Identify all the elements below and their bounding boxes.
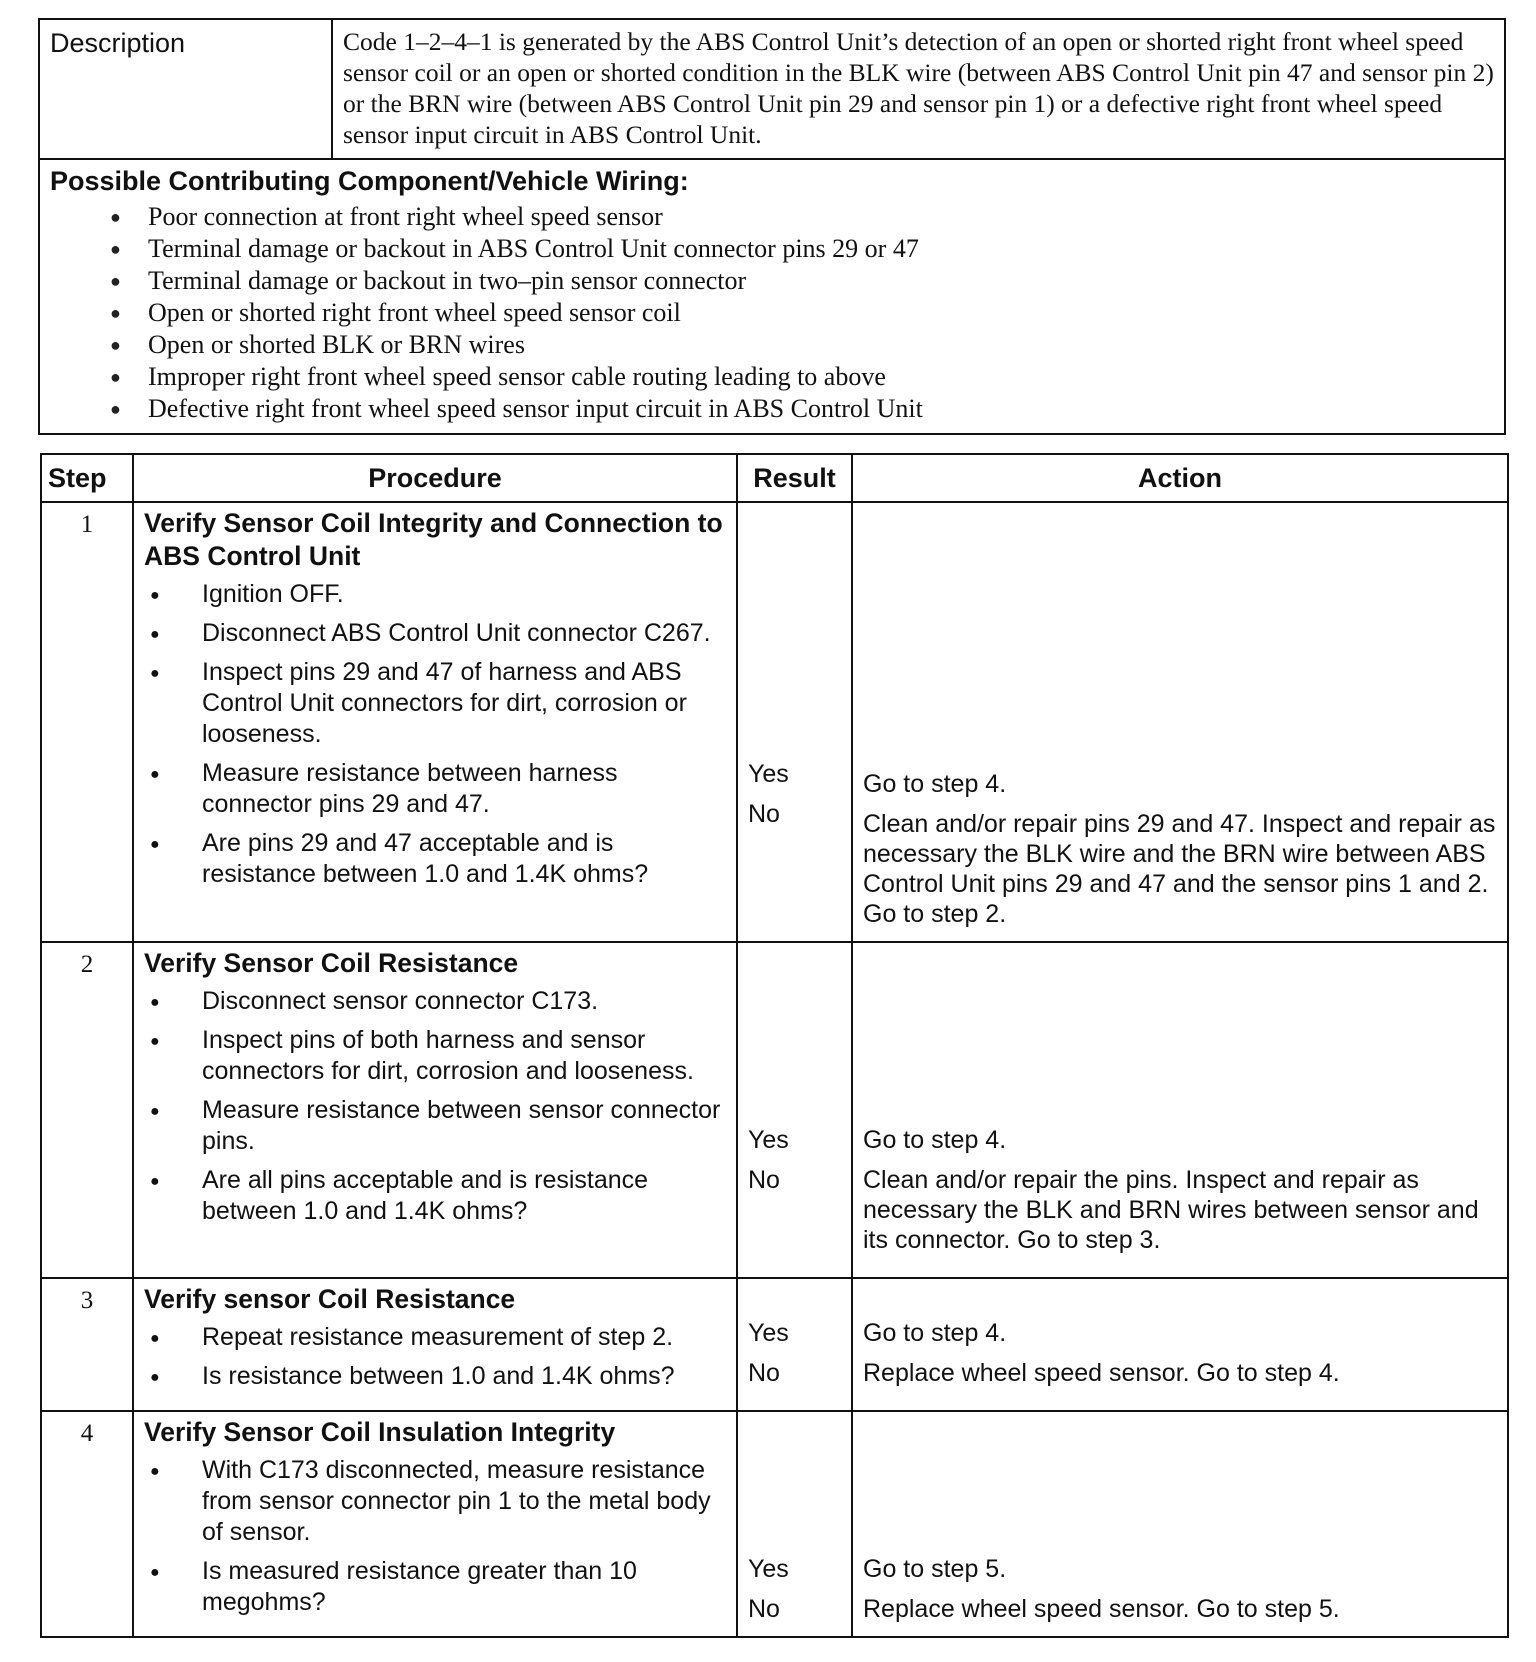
result-cell <box>737 1278 852 1411</box>
result-cell <box>737 502 852 942</box>
contributing-item: ● Open or shorted BLK or BRN wires <box>110 329 1494 361</box>
action-yes: Go to step 4. <box>863 1126 1007 1154</box>
procedure-title: Verify Sensor Coil Resistance <box>144 948 519 978</box>
contributing-item: ● Improper right front wheel speed sensor cable routing leading to above <box>110 361 1494 393</box>
contributing-item: ● Open or shorted right front wheel speed sensor coil <box>110 297 1494 329</box>
result-cell <box>737 942 852 1278</box>
step-number: 1 <box>41 502 133 942</box>
result-no: No <box>748 800 780 828</box>
action-pair <box>853 1318 1507 1388</box>
procedure-title: Verify Sensor Coil Integrity and Connection to ABS Control Unit <box>144 508 723 571</box>
procedure-cell <box>133 502 737 942</box>
action-no: Replace wheel speed sensor. Go to step 5. <box>863 1595 1340 1623</box>
procedure-item: ● Is measured resistance greater than 10 megohms? <box>144 1556 728 1618</box>
step-number: 2 <box>41 942 133 1278</box>
procedure-table <box>40 453 1509 1638</box>
action-yes: Go to step 4. <box>863 1319 1007 1347</box>
action-pair <box>853 1554 1507 1624</box>
procedure-cell <box>133 1411 737 1637</box>
result-yes: Yes <box>748 1126 789 1154</box>
procedure-list <box>144 1455 728 1618</box>
procedure-item: ● Ignition OFF. <box>144 579 728 610</box>
description-text: Code 1–2–4–1 is generated by the ABS Control Unit’s detection of an open or shorted right front wheel speed sensor coil or an open or shorted condition in the BLK wire (between ABS Control Unit pin 47 and sensor pin 2) or the BRN wire (between ABS Control Unit pin 29 and sensor pin 1) or a defective right front wheel speed sensor input circuit in ABS Control Unit. <box>343 27 1494 149</box>
result-pair <box>738 759 851 829</box>
result-pair <box>738 1318 851 1388</box>
description-label: Description <box>40 20 333 158</box>
action-cell <box>852 942 1508 1278</box>
result-no: No <box>748 1359 780 1387</box>
procedure-item: ● Measure resistance between harness connector pins 29 and 47. <box>144 758 728 820</box>
result-yes: Yes <box>748 760 789 788</box>
procedure-item: ● Disconnect sensor connector C173. <box>144 986 728 1017</box>
procedure-item: ● Is resistance between 1.0 and 1.4K ohms? <box>144 1361 728 1392</box>
contributing-section <box>40 160 1504 433</box>
result-cell <box>737 1411 852 1637</box>
description-box <box>38 18 1506 435</box>
description-row <box>40 20 1504 160</box>
contributing-item: ● Terminal damage or backout in two–pin sensor connector <box>110 265 1494 297</box>
table-row <box>41 1278 1508 1411</box>
table-row <box>41 502 1508 942</box>
action-cell <box>852 1278 1508 1411</box>
procedure-cell <box>133 1278 737 1411</box>
procedure-cell <box>133 942 737 1278</box>
action-yes: Go to step 4. <box>863 770 1007 798</box>
procedure-item: ● Measure resistance between sensor connector pins. <box>144 1095 728 1157</box>
contributing-list <box>50 201 1494 425</box>
contributing-heading: Possible Contributing Component/Vehicle Wiring: <box>50 166 689 196</box>
table-row <box>41 942 1508 1278</box>
procedure-title: Verify sensor Coil Resistance <box>144 1284 516 1314</box>
result-no: No <box>748 1166 780 1194</box>
procedure-list <box>144 1322 728 1392</box>
result-pair <box>738 1554 851 1624</box>
action-yes: Go to step 5. <box>863 1555 1007 1583</box>
procedure-item: ● Are all pins acceptable and is resistance between 1.0 and 1.4K ohms? <box>144 1165 728 1227</box>
result-yes: Yes <box>748 1555 789 1583</box>
result-no: No <box>748 1595 780 1623</box>
header-action: Action <box>852 454 1508 502</box>
step-number: 4 <box>41 1411 133 1637</box>
procedure-title: Verify Sensor Coil Insulation Integrity <box>144 1417 616 1447</box>
action-no: Clean and/or repair the pins. Inspect and repair as necessary the BLK and BRN wires between sensor and its connector. Go to step 3. <box>863 1166 1479 1254</box>
procedure-item: ● Disconnect ABS Control Unit connector C267. <box>144 618 728 649</box>
result-yes: Yes <box>748 1319 789 1347</box>
contributing-item: ● Poor connection at front right wheel speed sensor <box>110 201 1494 233</box>
procedure-list <box>144 579 728 890</box>
header-result: Result <box>737 454 852 502</box>
action-cell <box>852 502 1508 942</box>
procedure-item: ● Inspect pins 29 and 47 of harness and ABS Control Unit connectors for dirt, corrosion or looseness. <box>144 657 728 750</box>
step-number: 3 <box>41 1278 133 1411</box>
header-procedure: Procedure <box>133 454 737 502</box>
procedure-list <box>144 986 728 1227</box>
procedure-item: ● Repeat resistance measurement of step 2. <box>144 1322 728 1353</box>
action-pair <box>853 769 1507 929</box>
action-pair <box>853 1125 1507 1255</box>
table-header-row <box>41 454 1508 502</box>
procedure-item: ● Inspect pins of both harness and sensor connectors for dirt, corrosion and looseness. <box>144 1025 728 1087</box>
result-pair <box>738 1125 851 1195</box>
table-row <box>41 1411 1508 1637</box>
action-no: Clean and/or repair pins 29 and 47. Inspect and repair as necessary the BLK wire and the BRN wire between ABS Control Unit pins 29 and 47 and the sensor pins 1 and 2. Go to step 2. <box>863 810 1496 928</box>
action-no: Replace wheel speed sensor. Go to step 4. <box>863 1359 1340 1387</box>
contributing-item: ● Defective right front wheel speed sensor input circuit in ABS Control Unit <box>110 393 1494 425</box>
contributing-item: ● Terminal damage or backout in ABS Control Unit connector pins 29 or 47 <box>110 233 1494 265</box>
action-cell <box>852 1411 1508 1637</box>
header-step: Step <box>41 454 133 502</box>
procedure-item: ● Are pins 29 and 47 acceptable and is resistance between 1.0 and 1.4K ohms? <box>144 828 728 890</box>
procedure-item: ● With C173 disconnected, measure resistance from sensor connector pin 1 to the metal body of sensor. <box>144 1455 728 1548</box>
